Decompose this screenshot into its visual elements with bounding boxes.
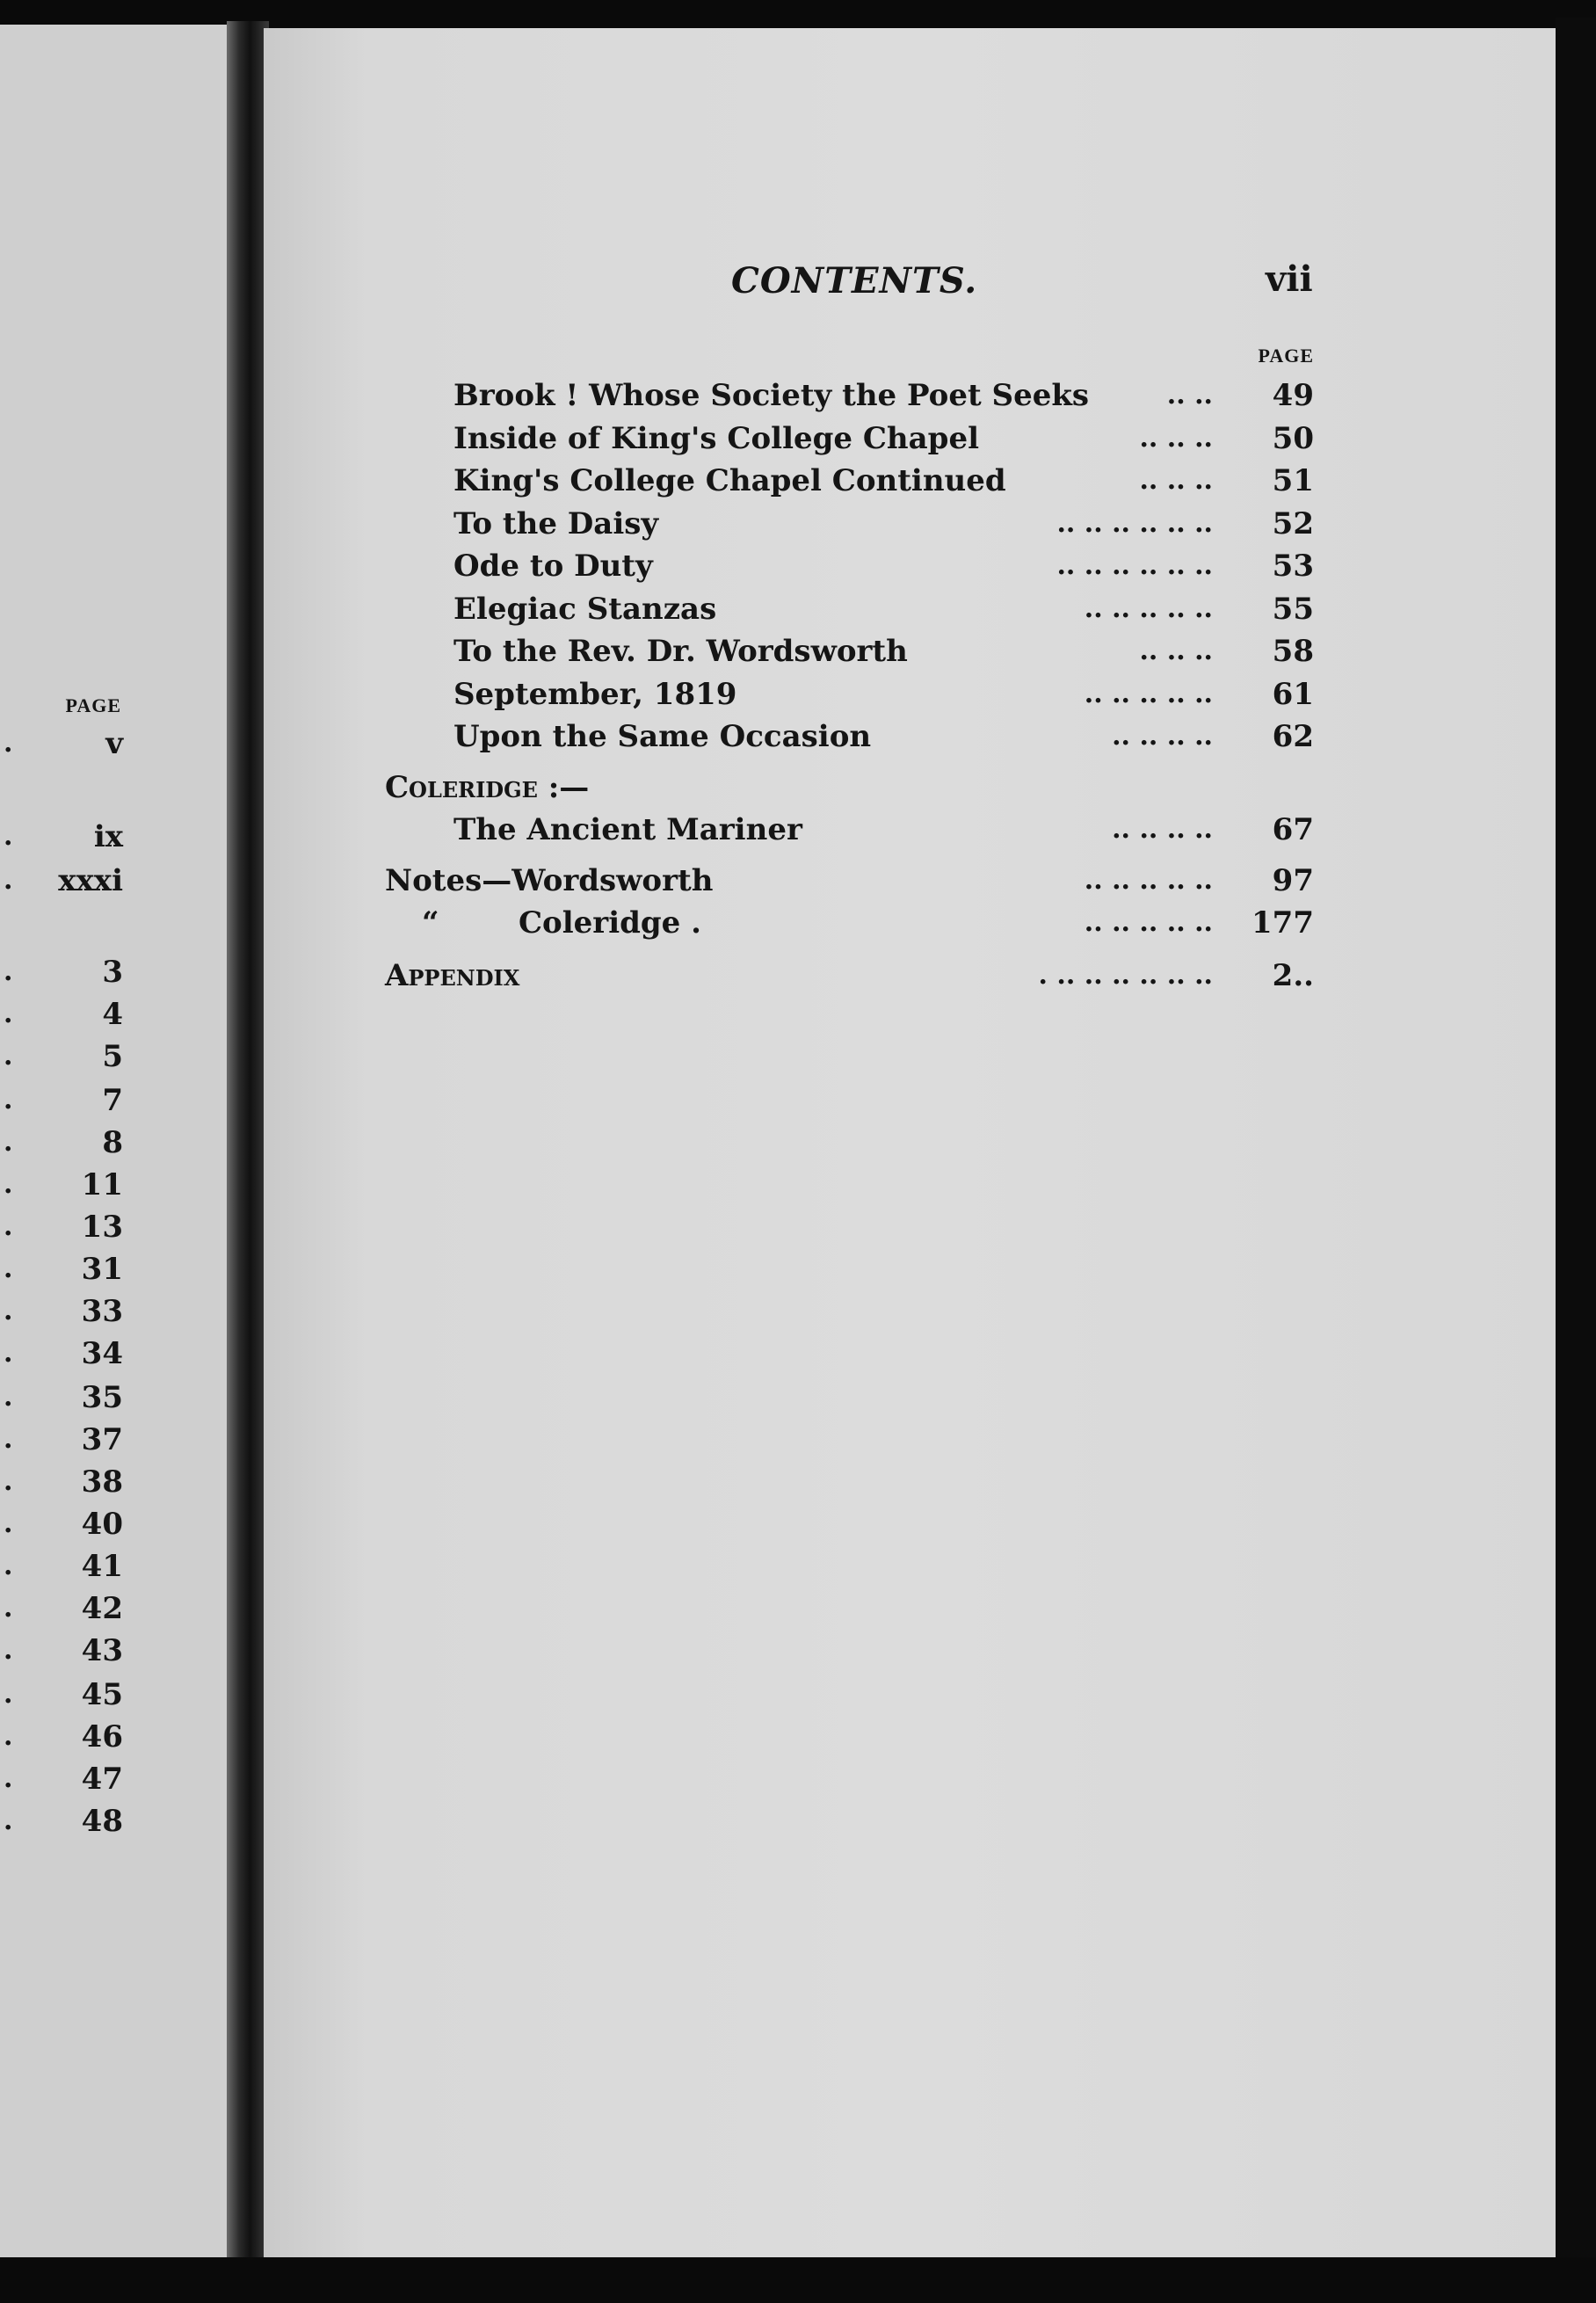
toc-entry-title: September, 1819: [453, 677, 737, 712]
left-page-number: 38: [81, 1464, 123, 1500]
toc-entry-title: Appendix: [385, 958, 520, 993]
toc-entry-leader: . .. .. .. .. .. ..: [1038, 960, 1213, 991]
left-page-entry: [0, 1079, 123, 1122]
leader-dot: .: [4, 1763, 13, 1794]
leader-dot: .: [4, 1424, 13, 1455]
left-page-number: 46: [81, 1719, 123, 1754]
right-page: [264, 28, 1556, 2259]
left-page-entry: [0, 1035, 123, 1078]
left-page-number: 45: [81, 1677, 123, 1712]
left-page-number: 33: [81, 1294, 123, 1329]
toc-entry-leader: .. .. .. .. ..: [1084, 593, 1213, 624]
toc-entry: [0, 716, 1318, 758]
toc-entry-page: 2..: [1272, 958, 1314, 993]
leader-dot: .: [4, 1466, 13, 1497]
toc-entry-page: 97: [1272, 863, 1314, 898]
toc-entry-title: Upon the Same Occasion: [453, 719, 872, 754]
left-page-entry: [0, 993, 123, 1035]
page-title: CONTENTS.: [731, 260, 978, 301]
left-page-number: 11: [81, 1167, 123, 1202]
toc-entry-leader: .. .. ..: [1139, 423, 1213, 454]
scan-right-border: [1556, 18, 1596, 2268]
leader-dot: .: [4, 1211, 13, 1242]
toc-entry-ancient-mariner: [0, 809, 1318, 851]
left-page-entry: [0, 1503, 123, 1545]
left-page-entry: [0, 1290, 123, 1333]
toc-entry-page: 52: [1272, 506, 1314, 541]
left-page-entry: [0, 1248, 123, 1290]
leader-dot: .: [4, 1721, 13, 1752]
toc-entry-notes-coleridge: [0, 902, 1318, 944]
left-page-number: 41: [81, 1549, 123, 1584]
left-page-number: ix: [93, 819, 123, 854]
leader-dot: .: [4, 1593, 13, 1624]
left-page-entry: [0, 1674, 123, 1716]
toc-entry-page: 55: [1272, 592, 1314, 627]
left-page-number: 4: [102, 997, 123, 1032]
left-page-entry: [0, 1461, 123, 1503]
left-page-number: 7: [102, 1083, 123, 1118]
left-page-number: 13: [81, 1210, 123, 1245]
leader-dot: .: [4, 1551, 13, 1581]
left-page-number: 3: [102, 955, 123, 990]
toc-entry: [0, 673, 1318, 716]
toc-entry-page: 67: [1272, 812, 1314, 847]
leader-dot: .: [4, 1296, 13, 1326]
left-page-entry: [0, 1716, 123, 1758]
toc-entry: [0, 418, 1318, 460]
leader-dot: .: [4, 1041, 13, 1072]
toc-entry: [0, 374, 1318, 417]
leader-dot: .: [4, 1338, 13, 1369]
toc-entry-title: King's College Chapel Continued: [453, 463, 1006, 498]
toc-entry-page: 62: [1272, 719, 1314, 754]
left-page-number: 48: [81, 1804, 123, 1839]
left-page-number: 34: [81, 1336, 123, 1371]
leader-dot: .: [4, 1085, 13, 1115]
left-page-number: 37: [81, 1422, 123, 1457]
toc-entry-leader: .. .. .. .. .. ..: [1056, 550, 1213, 581]
toc-entry-page: 58: [1272, 634, 1314, 669]
toc-entry-title: Elegiac Stanzas: [453, 592, 717, 627]
toc-entry: [0, 460, 1318, 502]
toc-entry: [0, 588, 1318, 630]
toc-entry-title: To the Rev. Dr. Wordsworth: [453, 634, 908, 669]
left-page-entry: [0, 1206, 123, 1248]
leader-dot: .: [4, 821, 13, 852]
left-page-number: 8: [102, 1125, 123, 1160]
section-heading-coleridge: Coleridge :—: [385, 770, 590, 805]
left-page-entry: [0, 1587, 123, 1630]
leader-dot: .: [4, 865, 13, 896]
leader-dot: .: [4, 728, 13, 759]
leader-dot: .: [4, 999, 13, 1029]
left-page-entry: [0, 1419, 123, 1461]
left-page-entry: [0, 1758, 123, 1800]
toc-entry: [0, 545, 1318, 587]
left-page-header: PAGE: [65, 694, 121, 716]
ditto-mark: “: [422, 905, 439, 941]
toc-entry-leader: .. .. ..: [1139, 636, 1213, 666]
toc-entry: [0, 503, 1318, 545]
leader-dot: .: [4, 1508, 13, 1539]
left-page-entry: [0, 1333, 123, 1375]
leader-dot: .: [4, 956, 13, 987]
toc-entry-leader: .. .. .. .. ..: [1084, 865, 1213, 896]
left-page-entry: [0, 1122, 123, 1164]
toc-entry-leader: .. .. .. .. ..: [1084, 679, 1213, 709]
leader-dot: .: [4, 1127, 13, 1158]
leader-dot: .: [4, 1635, 13, 1666]
toc-entry-title: Coleridge .: [519, 905, 701, 941]
left-page-number: 42: [81, 1591, 123, 1626]
toc-entry-appendix: [0, 955, 1318, 997]
toc-entry-page: 49: [1272, 378, 1314, 413]
toc-entry-title: Inside of King's College Chapel: [453, 421, 979, 456]
toc-entry-page: 61: [1272, 677, 1314, 712]
left-page-number: 5: [102, 1039, 123, 1074]
toc-entry-leader: .. .. ..: [1139, 465, 1213, 496]
leader-dot: .: [4, 1679, 13, 1710]
toc-entry-leader: .. .. .. .. .. ..: [1056, 508, 1213, 539]
toc-entry-title: To the Daisy: [453, 506, 659, 541]
toc-entry-title: The Ancient Mariner: [453, 812, 802, 847]
toc-entry-leader: .. .. .. ..: [1112, 814, 1213, 845]
left-page-entry: [0, 1630, 123, 1672]
toc-entry-page: 53: [1272, 549, 1314, 584]
page-number: vii: [1266, 258, 1313, 300]
left-page-entry: [0, 1164, 123, 1206]
left-page-number: xxxi: [58, 863, 123, 898]
leader-dot: .: [4, 1382, 13, 1413]
book-spine: [227, 21, 269, 2263]
left-page-entry: [0, 1800, 123, 1842]
toc-entry-title: Ode to Duty: [453, 549, 653, 584]
left-page-number: v: [105, 726, 123, 761]
page-column-header: PAGE: [1258, 345, 1314, 367]
scan-bottom-border: [0, 2257, 1596, 2303]
left-page-entry: [0, 1377, 123, 1419]
toc-entry-page: 177: [1251, 905, 1314, 941]
left-page-entry: [0, 1545, 123, 1587]
left-page-number: 43: [81, 1633, 123, 1668]
left-page-number: 35: [81, 1380, 123, 1415]
left-page-number: 47: [81, 1762, 123, 1797]
left-page-number: 40: [81, 1507, 123, 1542]
toc-entry-notes-wordsworth: [0, 860, 1318, 902]
left-page-number: 31: [81, 1252, 123, 1287]
toc-entry-title: Brook ! Whose Society the Poet Seeks: [453, 378, 1090, 413]
toc-entry-leader: .. .. .. ..: [1112, 721, 1213, 752]
toc-entry-page: 51: [1272, 463, 1314, 498]
leader-dot: .: [4, 1253, 13, 1284]
toc-entry-page: 50: [1272, 421, 1314, 456]
toc-entry: [0, 630, 1318, 672]
toc-entry-leader: .. ..: [1166, 380, 1213, 410]
leader-dot: .: [4, 1805, 13, 1836]
toc-entry-title: Notes—Wordsworth: [385, 863, 714, 898]
toc-entry-leader: .. .. .. .. ..: [1084, 907, 1213, 938]
leader-dot: .: [4, 1169, 13, 1200]
